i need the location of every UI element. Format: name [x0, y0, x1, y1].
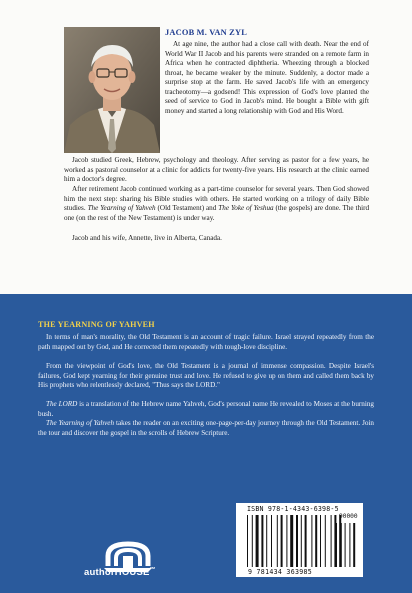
book-paragraph-4: The Yearning of Yahveh takes the reader on an exciting one-page-per-day journey through the Old Testament. Join the tour and discover the gospel in the scrolls of Hebrew Scripture.: [38, 419, 375, 437]
bio-paragraph-1: At age nine, the author had a close call with death. Near the end of World War II Jacob and his parents were stranded on a remote farm in Africa when he contracted diphtheria. Wheezing through a blocked throat, he became weaker by the minute. Suddenly, a doctor made a surprise stop at the farm. He saved Jacob's life with an emergency tracheotomy—a godsend! This expression of God's love planted the seed of service to God in Jacob's mind. He bought a Bible with gift money and started a long relationship with God and His Word.: [165, 40, 369, 115]
authorhouse-logo-icon: [98, 528, 158, 588]
author-photo: [64, 27, 160, 153]
bio-paragraph-4: Jacob and his wife, Annette, live in Alberta, Canada.: [72, 234, 222, 242]
book-title: THE YEARNING OF YAHVEH: [38, 320, 155, 329]
publisher-name: authorHOUSE™: [84, 567, 156, 578]
bio-paragraph-3: After retirement Jacob continued working as a part-time counselor for several years. Then God showed him the next step: sharing his Bible studies with others. He started working on a trilogy of daily Bible studies. The Yearning of Yahveh (Old Testament) and The Yoke of Yeshua (the gospels) are done. The third one (on the rest of the New Testament) is under way.: [64, 185, 370, 222]
isbn-text: ISBN 978-1-4343-6398-5: [247, 505, 339, 513]
barcode-number: 9 781434 363985: [248, 568, 313, 576]
book-paragraph-3: The LORD is a translation of the Hebrew name Yahveh, God's personal name He revealed to Moses at the burning bush.: [38, 400, 374, 418]
author-name: JACOB M. VAN ZYL: [165, 28, 247, 37]
bio-paragraph-2: Jacob studied Greek, Hebrew, psychology and theology. After serving as pastor for a few years, he worked as pastoral counselor at a clinic for addicts for twenty-five years. His research at the clinic earned him a doctor's degree.: [64, 156, 369, 184]
author-portrait-icon: [64, 27, 160, 153]
book-paragraph-2: From the viewpoint of God's love, the Old Testament is a journal of immense compassion. Despite Israel's failures, God kept yearning for their genuine trust and love. He refused to give up on them and called them back by His prophets who relentlessly declared, "Thus says the LORD.": [38, 362, 374, 390]
barcode-addon: 90000: [339, 513, 358, 520]
book-paragraph-1: In terms of man's morality, the Old Testament is an account of tragic failure. Israel strayed repeatedly from the path mapped out by God, and He corrected them repeatedly with tough-love discipline.: [38, 333, 374, 351]
